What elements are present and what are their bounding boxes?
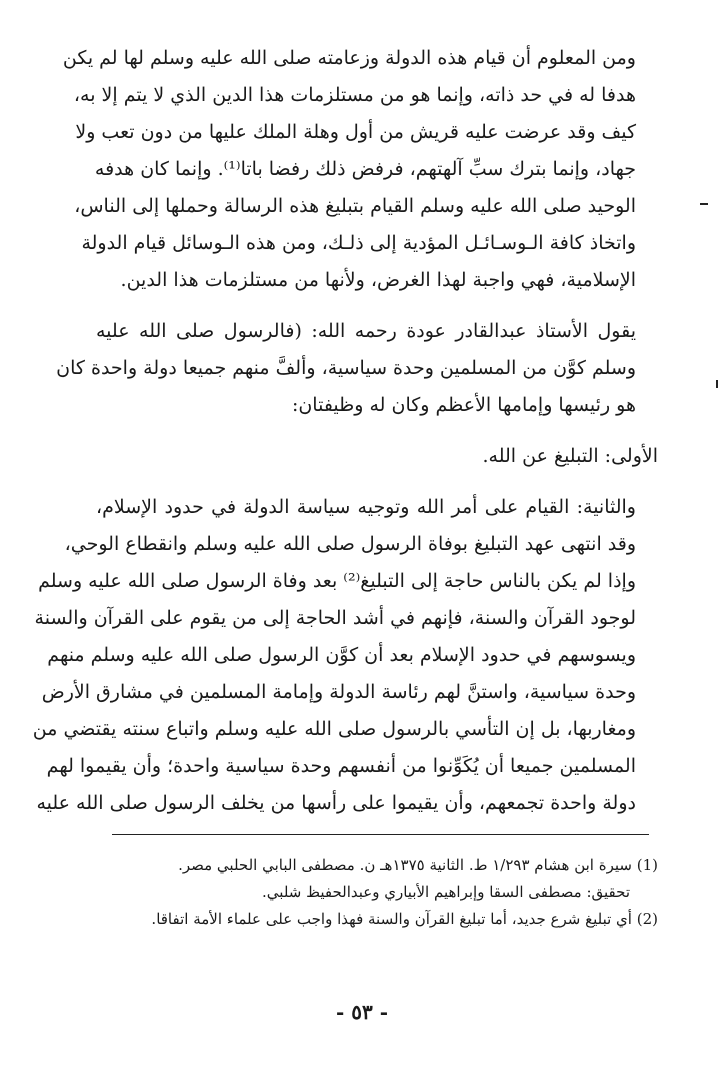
margin-mark bbox=[716, 380, 718, 388]
footnotes bbox=[96, 852, 658, 933]
text-line: ويسوسهم في حدود الإسلام بعد أن كوَّن الرسول صلى الله عليه وسلم منهم bbox=[47, 644, 636, 666]
footnote-2: (2) أي تبليغ شرع جديد، أما تبليغ القرآن والسنة فهذا واجب على علماء الأمة اتفاقا. bbox=[151, 910, 658, 928]
page-number: - ٥٣ - bbox=[335, 1000, 388, 1024]
text-line: ومن المعلوم أن قيام هذه الدولة وزعامته صلى الله عليه وسلم لها لم يكن bbox=[62, 47, 636, 69]
text-line: وقد انتهى عهد التبليغ بوفاة الرسول صلى الله عليه وسلم وانقطاع الوحي، bbox=[64, 533, 636, 555]
text-line: الوحيد صلى الله عليه وسلم القيام بتبليغ هذه الرسالة وحملها إلى الناس، bbox=[74, 195, 636, 217]
text-line: المسلمين جميعا أن يُكَوِّنوا من أنفسهم وحدة سياسية واحدة؛ وأن يقيموا لهم bbox=[46, 755, 636, 777]
paragraph-gap bbox=[96, 424, 658, 438]
text-line: كيف وقد عرضت عليه قريش من أول وهلة الملك عليها من دون تعب ولا bbox=[75, 121, 636, 143]
text-line: وحدة سياسية، واستنَّ لهم رئاسة الدولة وإمامة المسلمين في مشارق الأرض bbox=[41, 681, 636, 703]
paragraph-gap bbox=[96, 299, 658, 313]
text-line: هو رئيسها وإمامها الأعظم وكان له وظيفتان: bbox=[291, 394, 636, 416]
footnote-1: (1) سيرة ابن هشام ١/٢٩٣ ط. الثانية ١٣٧٥هـ ن. مصطفى البابي الحلبي مصر. bbox=[178, 856, 658, 874]
text-line: ومغاربها، بل إن التأسي بالرسول صلى الله عليه وسلم واتباع سنته يقتضي من bbox=[32, 718, 636, 740]
paragraph-3 bbox=[96, 438, 658, 475]
text-line: جهاد، وإنما بترك سبِّ آلهتهم، فرفض ذلك رفضا باتا⁽¹⁾. وإنما كان هدفه bbox=[94, 158, 636, 180]
footnote-divider bbox=[112, 834, 649, 835]
paragraph-2 bbox=[56, 313, 658, 424]
page-body bbox=[32, 40, 658, 822]
paragraph-gap bbox=[96, 475, 658, 489]
text-line: والثانية: القيام على أمر الله وتوجيه سياسة الدولة في حدود الإسلام، bbox=[96, 496, 636, 518]
margin-mark bbox=[700, 203, 708, 205]
text-line: وإذا لم يكن بالناس حاجة إلى التبليغ⁽²⁾ بعد وفاة الرسول صلى الله عليه وسلم bbox=[38, 570, 636, 592]
text-line: وسلم كوَّن من المسلمين وحدة سياسية، وألفَّ منهم جميعا دولة واحدة كان bbox=[56, 357, 636, 379]
text-line: يقول الأستاذ عبدالقادر عودة رحمه الله: (فالرسول صلى الله عليه bbox=[96, 320, 636, 342]
text-line: الأولى: التبليغ عن الله. bbox=[482, 445, 658, 467]
text-line: واتخاذ كافة الـوسـائـل المؤدية إلى ذلـك، ومن هذه الـوسائل قيام الدولة bbox=[81, 232, 636, 254]
paragraph-4 bbox=[32, 489, 658, 822]
text-line: لوجود القرآن والسنة، فإنهم في أشد الحاجة إلى من يقوم على القرآن والسنة bbox=[34, 607, 636, 629]
footnote-1-continuation: تحقيق: مصطفى السقا وإبراهيم الأبياري وعبدالحفيظ شلبي. bbox=[262, 883, 630, 901]
text-line: هدفا له في حد ذاته، وإنما هو من مستلزمات هذا الدين الذي لا يتم إلا به، bbox=[73, 84, 636, 106]
paragraph-1 bbox=[62, 40, 658, 299]
text-line: دولة واحدة تجمعهم، وأن يقيموا على رأسها من يخلف الرسول صلى الله عليه bbox=[36, 792, 636, 814]
text-line: الإسلامية، فهي واجبة لهذا الغرض، ولأنها من مستلزمات هذا الدين. bbox=[120, 269, 636, 291]
